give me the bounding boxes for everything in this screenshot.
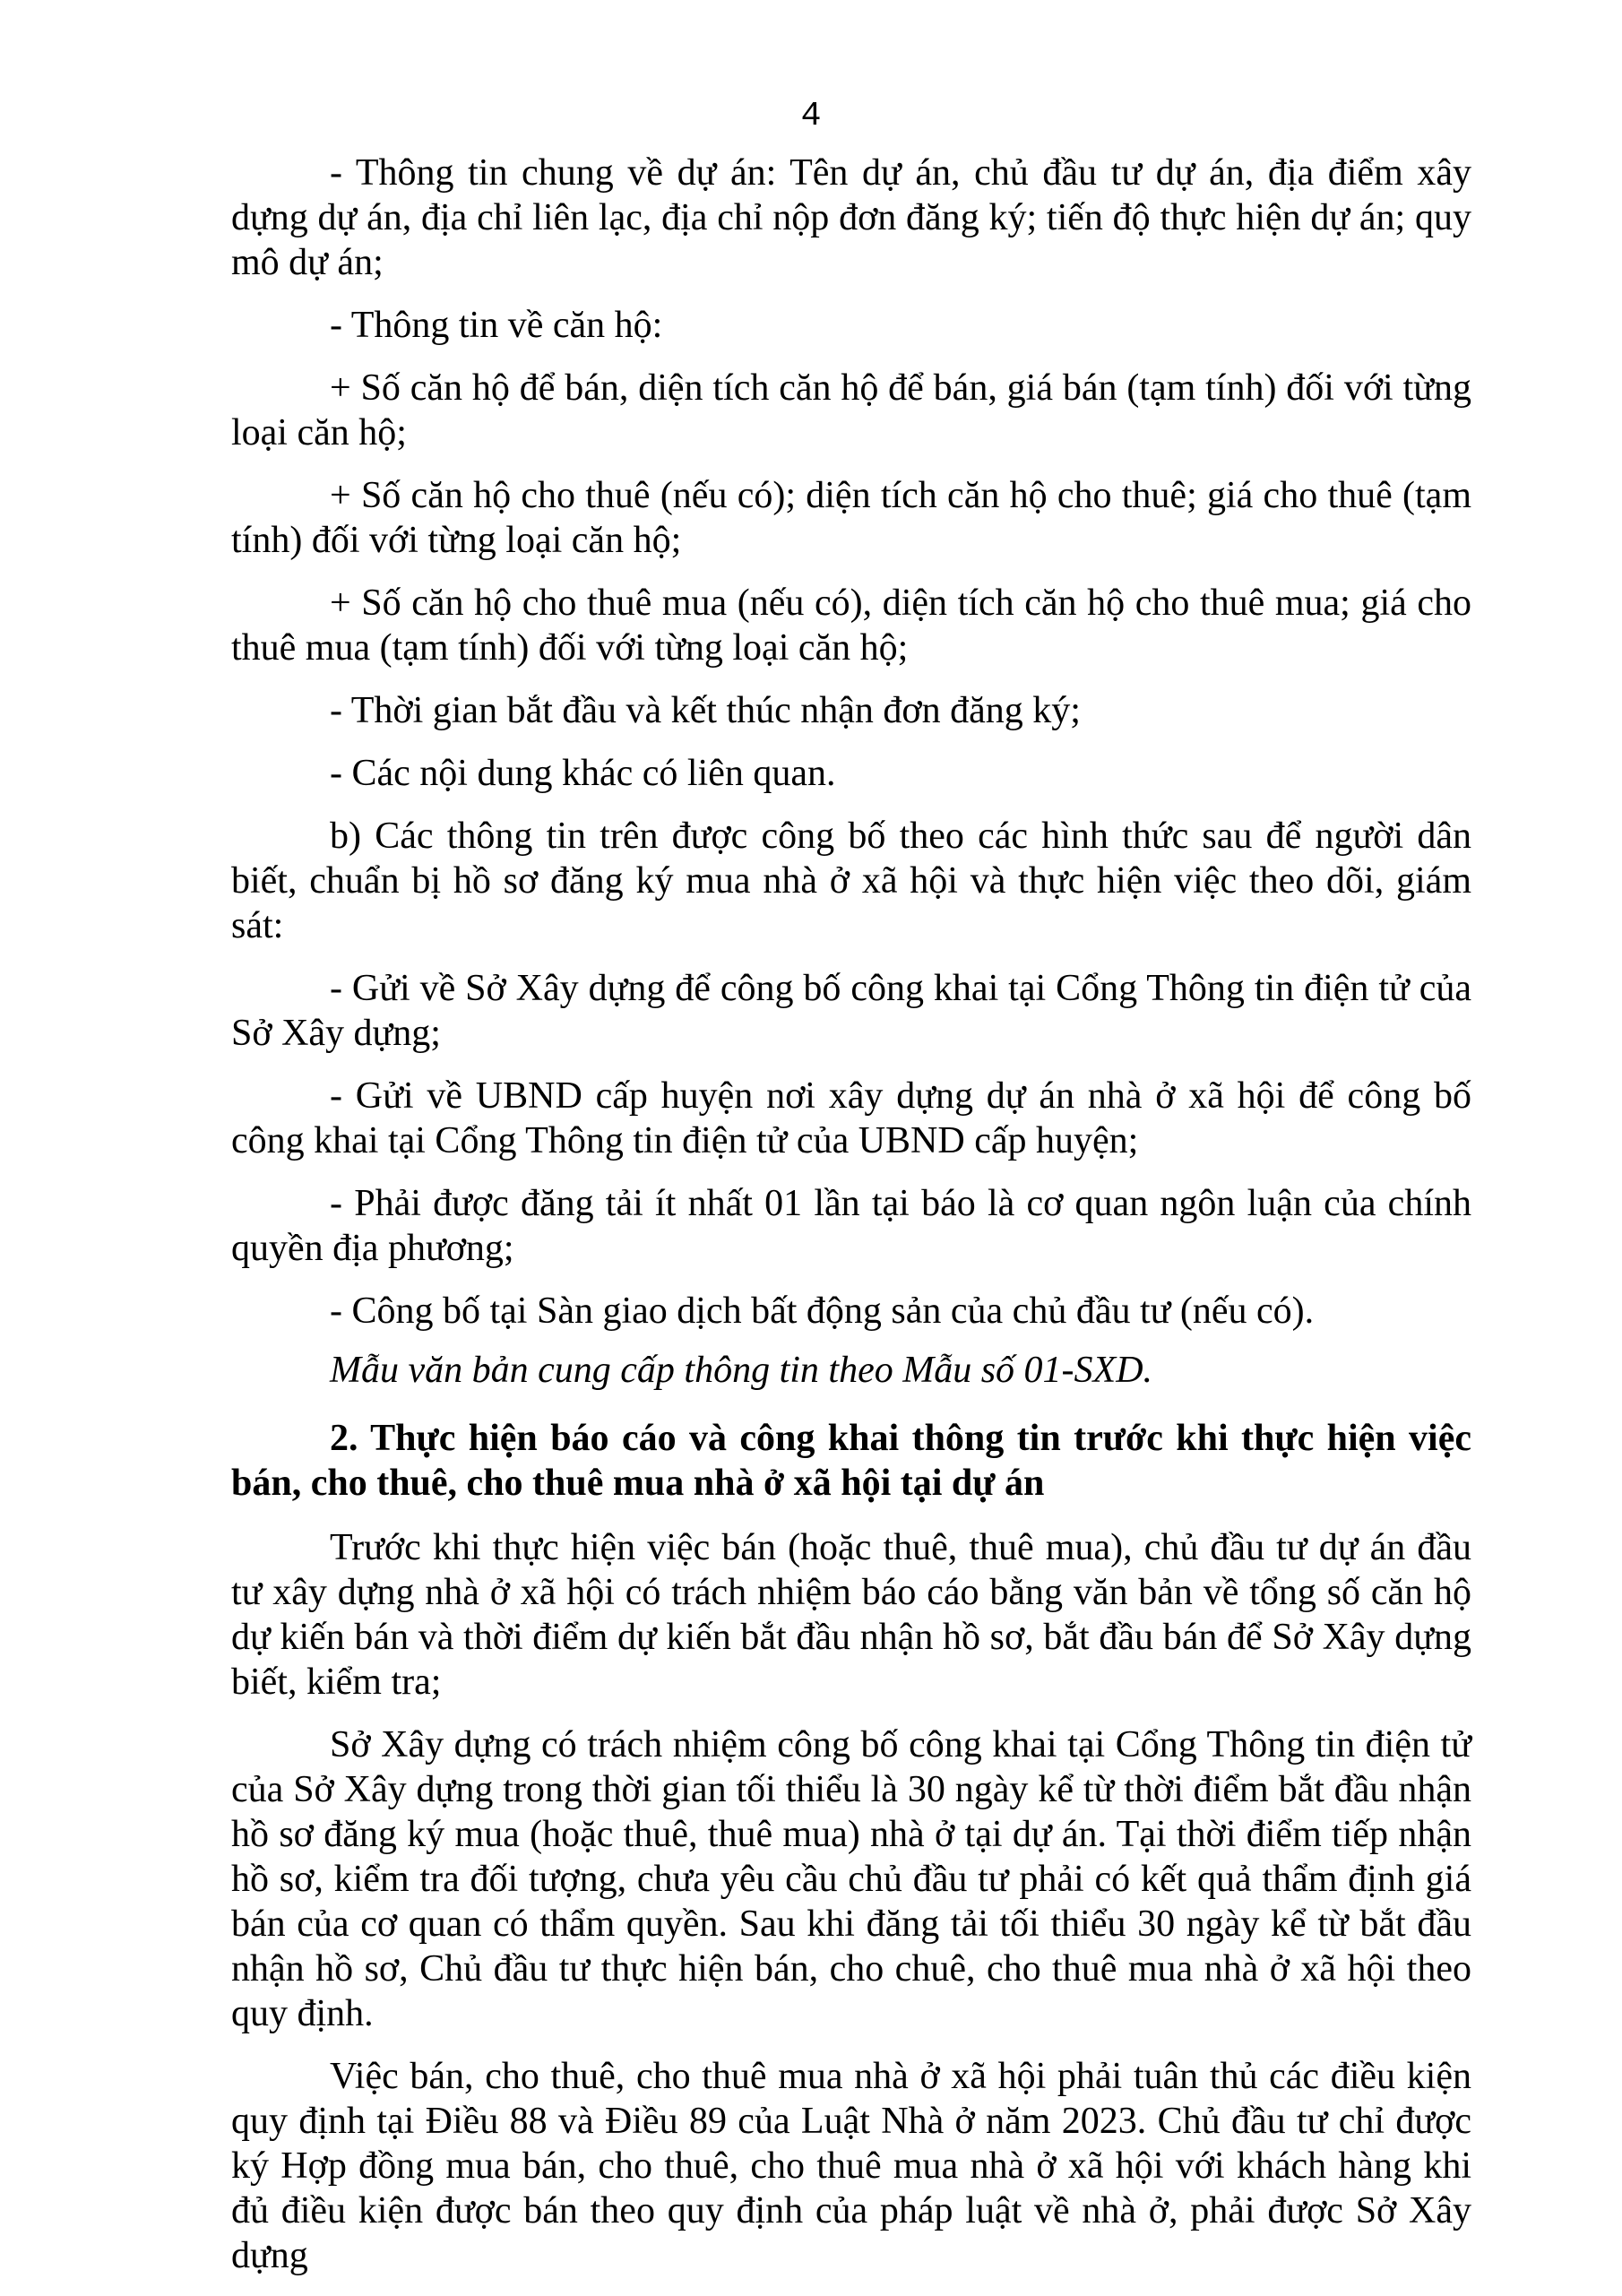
paragraph-publication-forms: b) Các thông tin trên được công bố theo các hình thức sau để người dân biết, chuẩn bị hồ sơ đăng ký mua nhà ở xã hội và thực hiện việc theo dõi, giám sát: (231, 816, 1471, 946)
paragraph-rental-apartments: + Số căn hộ cho thuê (nếu có); diện tích căn hộ cho thuê; giá cho thuê (tạm tính) đối với từng loại căn hộ; (231, 475, 1471, 561)
paragraph-send-department: - Gửi về Sở Xây dựng để công bố công khai tại Cổng Thông tin điện tử của Sở Xây dựng; (231, 968, 1471, 1054)
section-heading: 2. Thực hiện báo cáo và công khai thông tin trước khi thực hiện việc bán, cho thuê, cho thuê mua nhà ở xã hội tại dự án (231, 1418, 1471, 1504)
paragraph-apartment-info: - Thông tin về căn hộ: (330, 305, 663, 346)
paragraph-sale-apartments: + Số căn hộ để bán, diện tích căn hộ để bán, giá bán (tạm tính) đối với từng loại căn hộ; (231, 367, 1471, 453)
paragraph-project-info: - Thông tin chung về dự án: Tên dự án, chủ đầu tư dự án, địa điểm xây dựng dự án, địa chỉ liên lạc, địa chỉ nộp đơn đăng ký; tiến độ thực hiện dự án; quy mô dự án; (231, 152, 1471, 283)
paragraph-exchange: - Công bố tại Sàn giao dịch bất động sản của chủ đầu tư (nếu có). (330, 1290, 1315, 1332)
paragraph-send-district: - Gửi về UBND cấp huyện nơi xây dựng dự án nhà ở xã hội để công bố công khai tại Cổng Thông tin điện tử của UBND cấp huyện; (231, 1075, 1471, 1161)
paragraph-newspaper: - Phải được đăng tải ít nhất 01 lần tại báo là cơ quan ngôn luận của chính quyền địa phương; (231, 1183, 1471, 1269)
paragraph-report-before-sale: Trước khi thực hiện việc bán (hoặc thuê, thuê mua), chủ đầu tư dự án đầu tư xây dựng nhà ở xã hội có trách nhiệm báo cáo bằng văn bản về tổng số căn hộ dự kiến bán và thời điểm dự kiến bắt đầu nhận hồ sơ, bắt đầu bán để Sở Xây dựng biết, kiểm tra; (231, 1527, 1471, 1703)
document-body (231, 151, 1471, 2296)
page-number: 4 (800, 97, 822, 135)
paragraph-department-publication: Sở Xây dựng có trách nhiệm công bố công khai tại Cổng Thông tin điện tử của Sở Xây dựng trong thời gian tối thiểu là 30 ngày kể từ thời điểm bắt đầu nhận hồ sơ đăng ký mua (hoặc thuê, thuê mua) nhà ở tại dự án. Tại thời điểm tiếp nhận hồ sơ, kiểm tra đối tượng, chưa yêu cầu chủ đầu tư phải có kết quả thẩm định giá bán của cơ quan có thẩm quyền. Sau khi đăng tải tối thiểu 30 ngày kể từ bắt đầu nhận hồ sơ, Chủ đầu tư thực hiện bán, cho chuê, cho thuê mua nhà ở xã hội theo quy định. (231, 1724, 1471, 2034)
paragraph-lease-purchase-apartments: + Số căn hộ cho thuê mua (nếu có), diện tích căn hộ cho thuê mua; giá cho thuê mua (tạm tính) đối với từng loại căn hộ; (231, 583, 1471, 669)
paragraph-form-template: Mẫu văn bản cung cấp thông tin theo Mẫu số 01-SXD. (330, 1350, 1153, 1391)
paragraph-sale-conditions: Việc bán, cho thuê, cho thuê mua nhà ở xã hội phải tuân thủ các điều kiện quy định tại Điều 88 và Điều 89 của Luật Nhà ở năm 2023. Chủ đầu tư chỉ được ký Hợp đồng mua bán, cho thuê, cho thuê mua nhà ở xã hội với khách hàng khi đủ điều kiện được bán theo quy định của pháp luật về nhà ở, phải được Sở Xây dựng (231, 2056, 1471, 2276)
paragraph-registration-period: - Thời gian bắt đầu và kết thúc nhận đơn đăng ký; (330, 690, 1081, 731)
paragraph-other-content: - Các nội dung khác có liên quan. (330, 753, 836, 794)
